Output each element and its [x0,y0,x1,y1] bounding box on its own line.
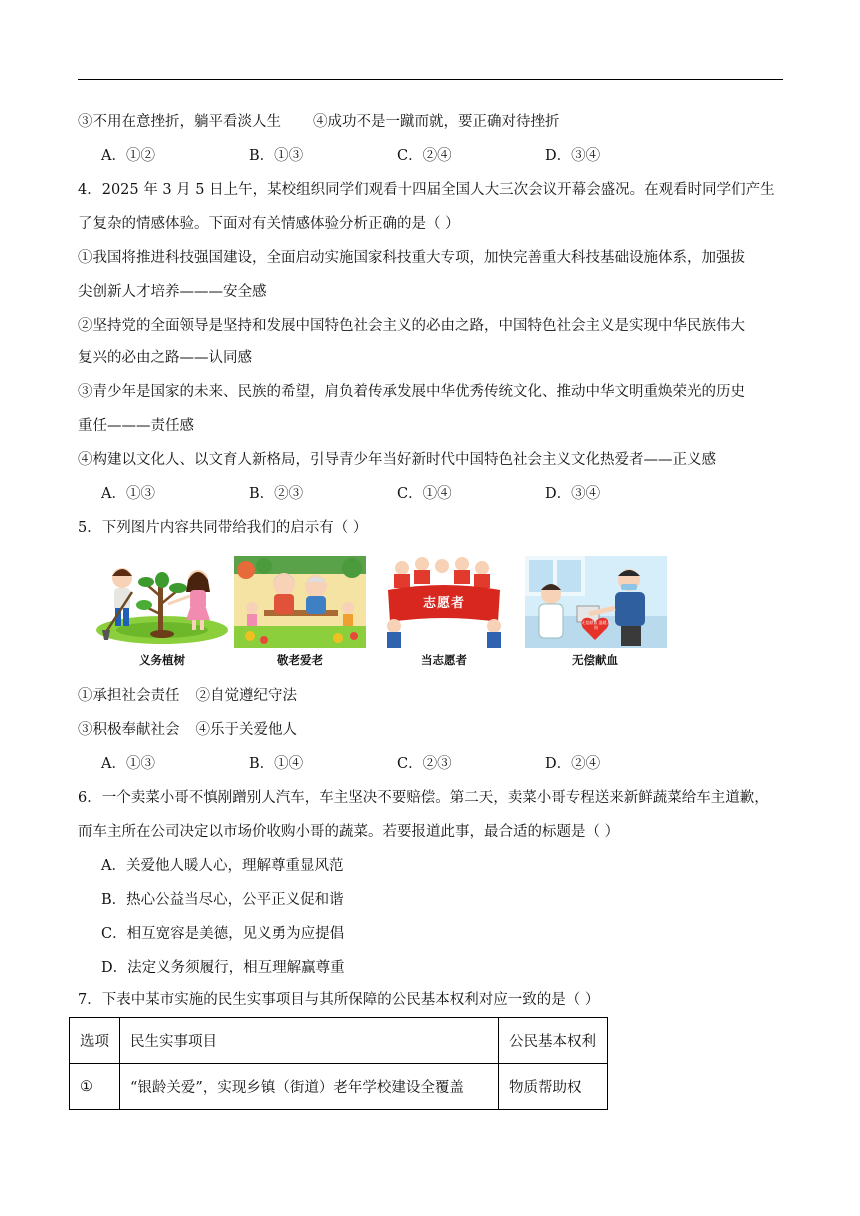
q6-option-c[interactable]: C．相互宽容是美德，见义勇为应提倡 [101,926,345,942]
q5-stem: 5．下列图片内容共同带给我们的启示有（ ） [78,520,368,536]
header-rule [78,79,783,80]
elderly-care-picture [234,556,366,667]
q7-stem: 7．下表中某市实施的民生实事项目与其所保障的公民基本权利对应一致的是（ ） [78,992,600,1008]
q5-statements-row-1 [78,686,297,706]
blood-donation-picture [525,556,667,667]
table-cell: ① [70,1064,120,1110]
q3-option-d[interactable]: D．③④ [545,148,601,164]
q4-option-c[interactable]: C．①④ [397,486,452,502]
table-header-row [70,1018,608,1064]
table-header-cell: 公民基本权利 [499,1018,608,1064]
q4-option-a[interactable]: A．①③ [101,486,155,502]
q3-statements [78,112,560,132]
q5-picture-row [92,556,672,668]
q3-option-a[interactable]: A．①② [101,148,155,164]
table-cell: “银龄关爱”，实现乡镇（街道）老年学校建设全覆盖 [120,1064,499,1110]
q6-option-d[interactable]: D．法定义务须履行，相互理解赢尊重 [101,960,345,976]
q5-statement-4: ④乐于关爱他人 [195,722,297,738]
q4-statement-2b: 复兴的必由之路——认同感 [78,350,252,366]
q4-statement-2a: ②坚持党的全面领导是坚持和发展中国特色社会主义的必由之路，中国特色社会主义是实现中华民族伟大 [78,318,745,334]
table-header-cell: 民生实事项目 [120,1018,499,1064]
q5-options [101,754,693,774]
caption-volunteers: 当志愿者 [421,653,467,667]
q4-options [101,484,693,504]
q6-option-a[interactable]: A．关爱他人暖人心，理解尊重显风范 [101,858,344,874]
table-row [70,1064,608,1110]
q4-statement-1a: ①我国将推进科技强国建设，全面启动实施国家科技重大专项，加快完善重大科技基础设施体系，加强拔 [78,250,745,266]
q4-option-d[interactable]: D．③④ [545,486,601,502]
q7-table [69,1017,608,1110]
q3-statement-3: ③不用在意挫折，躺平看淡人生 [78,114,281,130]
q6-stem-line-2: 而车主所在公司决定以市场价收购小哥的蔬菜。若要报道此事，最合适的标题是（ ） [78,824,620,840]
q5-option-a[interactable]: A．①③ [101,756,155,772]
q4-option-b[interactable]: B．②③ [249,486,304,502]
q4-statement-3b: 重任———责任感 [78,418,194,434]
q6-stem-line-1: 6．一个卖菜小哥不慎剐蹭别人汽车，车主坚决不要赔偿。第二天，卖菜小哥专程送来新鲜蔬菜给车主道歉， [78,790,769,806]
q5-option-c[interactable]: C．②③ [397,756,452,772]
blood-donation-sign-text: 无偿献血 温暖人间 [581,620,611,630]
q3-statement-4: ④成功不是一蹴而就，要正确对待挫折 [313,114,560,130]
volunteers-picture [382,556,506,667]
q3-option-b[interactable]: B．①③ [249,148,304,164]
q4-stem-line-2: 了复杂的情感体验。下面对有关情感体验分析正确的是（ ） [78,216,460,232]
q5-statement-1: ①承担社会责任 [78,688,180,704]
q4-statement-1b: 尖创新人才培养———安全感 [78,284,267,300]
caption-tree-planting: 义务植树 [139,653,185,667]
q3-options [101,146,693,166]
q4-statement-4: ④构建以文化人、以文育人新格局，引导青少年当好新时代中国特色社会主义文化热爱者——正义感 [78,452,716,468]
volunteer-banner-text: 志愿者 [422,596,465,611]
q4-stem-line-1: 4．2025 年 3 月 5 日上午，某校组织同学们观看十四届全国人大三次会议开幕会盛况。在观看时同学们产生 [78,182,775,198]
q5-option-b[interactable]: B．①④ [249,756,304,772]
caption-elderly-care: 敬老爱老 [277,653,323,667]
q5-statement-3: ③积极奉献社会 [78,722,180,738]
q5-option-d[interactable]: D．②④ [545,756,601,772]
table-header-cell: 选项 [70,1018,120,1064]
q3-option-c[interactable]: C．②④ [397,148,452,164]
q5-statement-2: ②自觉遵纪守法 [195,688,297,704]
q4-statement-3a: ③青少年是国家的未来、民族的希望，肩负着传承发展中华优秀传统文化、推动中华文明重焕荣光的历史 [78,384,745,400]
table-cell: 物质帮助权 [499,1064,608,1110]
caption-blood-donation: 无偿献血 [572,653,618,667]
q6-option-b[interactable]: B．热心公益当尽心，公平正义促和谐 [101,892,344,908]
tree-planting-picture [92,556,232,667]
q5-statements-row-2 [78,720,297,740]
